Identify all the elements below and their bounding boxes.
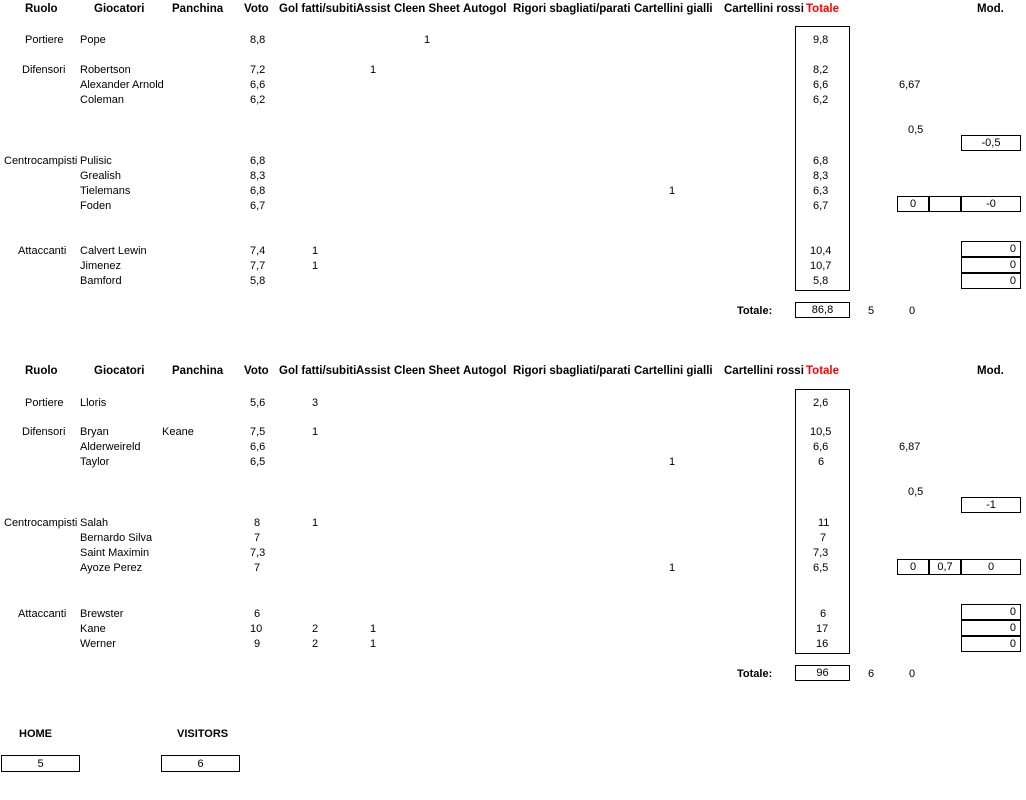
totale-value: 5,8: [813, 275, 829, 287]
role-label: Centrocampisti: [4, 517, 78, 529]
header-rossi-2: Cartellini rossi: [724, 365, 804, 377]
voto-value: 9: [254, 638, 261, 650]
header-voto-1: Voto: [244, 3, 269, 15]
att-mod-box[interactable]: 0: [961, 620, 1021, 636]
assist-value: 1: [370, 638, 377, 650]
header-assist-2: Assist: [356, 365, 391, 377]
voto-value: 6,6: [250, 79, 266, 91]
def-bonus-value: 0,5: [908, 486, 924, 498]
voto-value: 7: [254, 562, 261, 574]
totale-row-label: Totale:: [737, 305, 773, 317]
att-mod-box[interactable]: 0: [961, 604, 1021, 620]
player-name: Lloris: [80, 397, 107, 409]
header-mod-1: Mod.: [977, 3, 1004, 15]
totale-value: 6: [818, 456, 825, 468]
rossi-total: 0: [909, 305, 916, 317]
header-voto-2: Voto: [244, 365, 269, 377]
role-label: Difensori: [22, 426, 66, 438]
voto-value: 10: [250, 623, 263, 635]
totale-value: 10,7: [810, 260, 832, 272]
voto-value: 6: [254, 608, 261, 620]
header-giocatori-1: Giocatori: [94, 3, 145, 15]
att-mod-box[interactable]: 0: [961, 257, 1021, 273]
home-label: HOME: [19, 728, 52, 740]
header-ruolo-1: Ruolo: [25, 3, 58, 15]
gol-value: 1: [312, 517, 319, 529]
gol-value: 2: [312, 638, 319, 650]
header-rossi-1: Cartellini rossi: [724, 3, 804, 15]
voto-value: 7,3: [250, 547, 266, 559]
header-gialli-2: Cartellini gialli: [634, 365, 713, 377]
player-name: Jimenez: [80, 260, 121, 272]
totale-value: 6,2: [813, 94, 829, 106]
totale-value: 6,3: [813, 185, 829, 197]
totale-value: 6,8: [813, 155, 829, 167]
totale-value: 17: [816, 623, 829, 635]
header-cleen-sheet-2: Cleen Sheet: [394, 365, 460, 377]
totale-value: 2,6: [813, 397, 829, 409]
player-name: Pulisic: [80, 155, 112, 167]
totale-value: 6: [820, 608, 827, 620]
player-name: Bamford: [80, 275, 122, 287]
role-label: Centrocampisti: [4, 155, 78, 167]
totale-value: 16: [816, 638, 829, 650]
def-mod-box[interactable]: -1: [961, 497, 1021, 513]
team-total-box[interactable]: 96: [795, 665, 850, 681]
totale-value: 11: [818, 517, 830, 529]
voto-value: 8: [254, 517, 261, 529]
header-gol-2: Gol fatti/subiti: [279, 365, 357, 377]
mid-mod-box-b[interactable]: 0,7: [929, 559, 961, 575]
player-name: Coleman: [80, 94, 125, 106]
role-label: Attaccanti: [18, 608, 67, 620]
voto-value: 8,8: [250, 34, 266, 46]
voto-value: 7,7: [250, 260, 266, 272]
mid-mod-box-a[interactable]: 0: [897, 196, 929, 212]
player-name: Robertson: [80, 64, 131, 76]
voto-value: 6,8: [250, 155, 266, 167]
gol-value: 3: [312, 397, 319, 409]
voto-value: 6,2: [250, 94, 266, 106]
header-totale-2: Totale: [806, 365, 840, 377]
voto-value: 7,4: [250, 245, 266, 257]
gol-value: 1: [312, 245, 319, 257]
header-gialli-1: Cartellini gialli: [634, 3, 713, 15]
voto-value: 6,8: [250, 185, 266, 197]
voto-value: 8,3: [250, 170, 266, 182]
gialli-value: 1: [669, 562, 676, 574]
def-average-value: 6,67: [899, 79, 921, 91]
totale-value: 7: [820, 532, 827, 544]
mid-mod-box-c[interactable]: -0: [961, 196, 1021, 212]
header-panchina-2: Panchina: [172, 365, 224, 377]
totale-value: 9,8: [813, 34, 829, 46]
totale-value: 10,5: [810, 426, 832, 438]
totale-value: 6,5: [813, 562, 829, 574]
gialli-total: 5: [868, 305, 875, 317]
totale-value: 8,3: [813, 170, 829, 182]
voto-value: 7,2: [250, 64, 266, 76]
player-name: Taylor: [80, 456, 110, 468]
gol-value: 1: [312, 426, 319, 438]
header-panchina-1: Panchina: [172, 3, 224, 15]
att-mod-box[interactable]: 0: [961, 241, 1021, 257]
player-name: Werner: [80, 638, 116, 650]
role-label: Attaccanti: [18, 245, 67, 257]
player-name: Ayoze Perez: [80, 562, 143, 574]
player-name: Grealish: [80, 170, 121, 182]
team-total-box[interactable]: 86,8: [795, 302, 850, 318]
voto-value: 7: [254, 532, 261, 544]
totale-value: 6,7: [813, 200, 829, 212]
visitors-score-box[interactable]: 6: [161, 755, 240, 772]
player-name: Kane: [80, 623, 106, 635]
player-name: Calvert Lewin: [80, 245, 147, 257]
header-giocatori-2: Giocatori: [94, 365, 145, 377]
totale-value: 6,6: [813, 441, 829, 453]
header-ruolo-2: Ruolo: [25, 365, 58, 377]
mid-mod-box-c[interactable]: 0: [961, 559, 1021, 575]
player-name: Bryan: [80, 426, 109, 438]
panchina-name: Keane: [162, 426, 194, 438]
player-name: Bernardo Silva: [80, 532, 153, 544]
totale-value: 6,6: [813, 79, 829, 91]
att-mod-box[interactable]: 0: [961, 273, 1021, 289]
gol-value: 2: [312, 623, 319, 635]
mid-mod-box-b[interactable]: [929, 196, 961, 212]
def-mod-box[interactable]: -0,5: [961, 135, 1021, 151]
header-assist-1: Assist: [356, 3, 391, 15]
header-mod-2: Mod.: [977, 365, 1004, 377]
voto-value: 7,5: [250, 426, 266, 438]
totale-row-label: Totale:: [737, 668, 773, 680]
header-cleen-sheet-1: Cleen Sheet: [394, 3, 460, 15]
header-rigori-2: Rigori sbagliati/parati: [513, 365, 631, 377]
voto-value: 6,5: [250, 456, 266, 468]
voto-value: 6,7: [250, 200, 266, 212]
assist-value: 1: [370, 623, 377, 635]
role-label: Difensori: [22, 64, 66, 76]
player-name: Brewster: [80, 608, 124, 620]
voto-value: 5,6: [250, 397, 266, 409]
mid-mod-box-a[interactable]: 0: [897, 559, 929, 575]
header-rigori-1: Rigori sbagliati/parati: [513, 3, 631, 15]
header-gol-1: Gol fatti/subiti: [279, 3, 357, 15]
player-name: Alexander Arnold: [80, 79, 164, 91]
def-bonus-value: 0,5: [908, 124, 924, 136]
player-name: Alderweireld: [80, 441, 141, 453]
header-totale-1: Totale: [806, 3, 840, 15]
totale-value: 10,4: [810, 245, 832, 257]
voto-value: 5,8: [250, 275, 266, 287]
totale-value: 8,2: [813, 64, 829, 76]
player-name: Salah: [80, 517, 109, 529]
player-name: Pope: [80, 34, 106, 46]
rossi-total: 0: [909, 668, 916, 680]
gialli-value: 1: [669, 456, 676, 468]
header-autogol-2: Autogol: [463, 365, 507, 377]
att-mod-box[interactable]: 0: [961, 636, 1021, 652]
totale-value: 7,3: [813, 547, 829, 559]
def-average-value: 6,87: [899, 441, 921, 453]
player-name: Tielemans: [80, 185, 131, 197]
visitors-label: VISITORS: [177, 728, 229, 740]
voto-value: 6,6: [250, 441, 266, 453]
home-score-box[interactable]: 5: [1, 755, 80, 772]
header-autogol-1: Autogol: [463, 3, 507, 15]
assist-value: 1: [370, 64, 377, 76]
role-label: Portiere: [25, 397, 64, 409]
gol-value: 1: [312, 260, 319, 272]
cleen-value: 1: [424, 34, 431, 46]
role-label: Portiere: [25, 34, 64, 46]
gialli-value: 1: [669, 185, 676, 197]
player-name: Foden: [80, 200, 112, 212]
player-name: Saint Maximin: [80, 547, 150, 559]
gialli-total: 6: [868, 668, 875, 680]
